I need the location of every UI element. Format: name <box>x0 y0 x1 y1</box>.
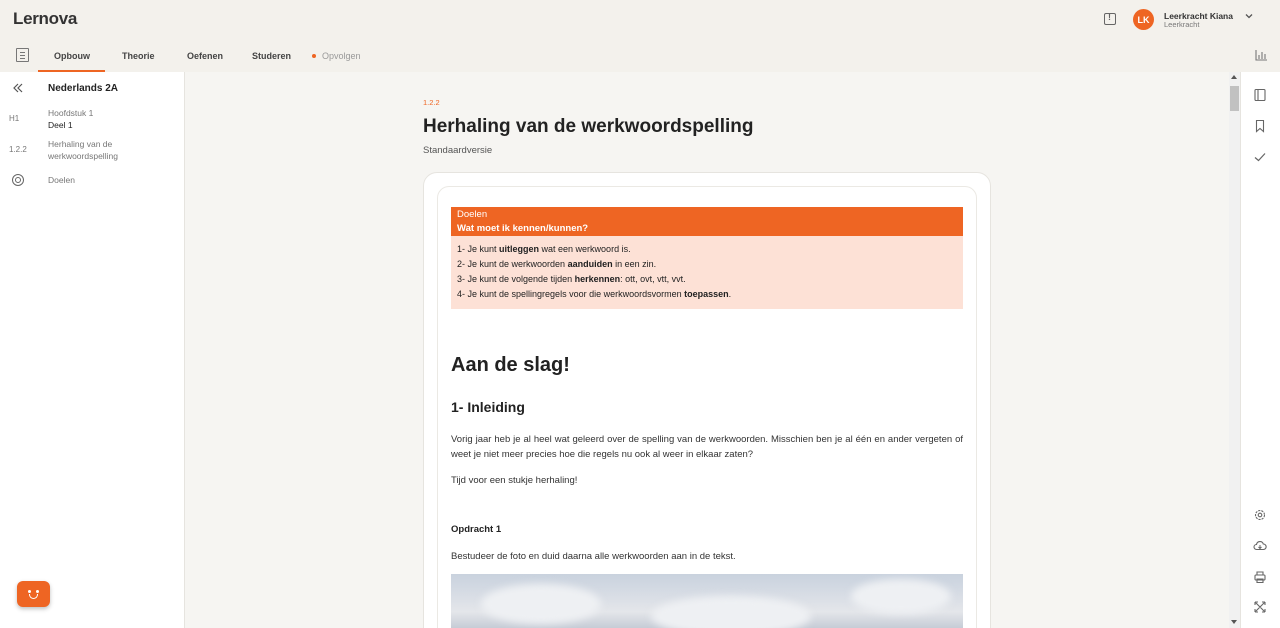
book-icon[interactable] <box>16 48 29 62</box>
version-label: Standaardversie <box>423 145 493 156</box>
eye-icon <box>28 590 31 593</box>
sidebar-item-sublabel: werkwoordspelling <box>48 150 118 161</box>
top-header <box>0 0 1280 40</box>
status-dot <box>312 54 316 58</box>
goals-question: Wat moet ik kennen/kunnen? <box>457 223 589 234</box>
eye-icon <box>36 590 39 593</box>
assignment-photo <box>451 574 963 628</box>
sidebar-item-number: H1 <box>9 114 20 123</box>
intro-paragraph-2: Tijd voor een stukje herhaling! <box>451 475 578 486</box>
assignment-text: Bestudeer de foto en duid daarna alle werkwoorden aan in de tekst. <box>451 551 736 562</box>
smile-icon <box>29 594 38 599</box>
sidebar-item-number: 1.2.2 <box>9 145 27 154</box>
feedback-icon[interactable] <box>1104 13 1116 25</box>
chat-assistant-button[interactable] <box>17 581 50 607</box>
user-avatar[interactable]: LK <box>1133 9 1154 30</box>
print-icon[interactable] <box>1253 570 1267 584</box>
user-role: Leerkracht <box>1164 20 1200 29</box>
tab-studeren[interactable]: Studeren <box>252 51 292 61</box>
tab-opvolgen[interactable]: Opvolgen <box>322 51 361 61</box>
tab-oefenen[interactable]: Oefenen <box>187 51 224 61</box>
goals-header <box>451 207 963 236</box>
logo-text: Lernova <box>13 9 78 28</box>
section-heading-main: Aan de slag! <box>451 354 570 376</box>
chevron-down-icon[interactable] <box>1244 11 1254 21</box>
sidebar-item-sublabel: Deel 1 <box>48 119 73 130</box>
lesson-number: 1.2.2 <box>423 98 440 107</box>
assignment-title: Opdracht 1 <box>451 524 502 535</box>
scrollbar-thumb[interactable] <box>1230 86 1239 111</box>
fullscreen-icon[interactable] <box>1253 600 1267 614</box>
sidebar-item-label: Hoofdstuk 1 <box>48 108 94 118</box>
collapse-sidebar-icon[interactable] <box>12 82 24 94</box>
goal-item: 4- Je kunt de spellingregels voor die werkwoordsvormen toepassen. <box>457 289 732 299</box>
bookmark-icon[interactable] <box>1253 119 1267 133</box>
user-name[interactable]: Leerkracht Kiana <box>1164 11 1233 21</box>
goals-list <box>451 236 963 309</box>
stats-icon[interactable] <box>1255 49 1268 61</box>
section-heading: 1- Inleiding <box>451 399 525 415</box>
scrollbar-track[interactable] <box>1229 72 1240 628</box>
tab-theorie[interactable]: Theorie <box>122 51 155 61</box>
scroll-up-arrow[interactable] <box>1231 75 1237 79</box>
goal-item: 1- Je kunt uitleggen wat een werkwoord is. <box>457 244 631 254</box>
target-icon <box>12 174 24 186</box>
intro-paragraph: Vorig jaar heb je al heel wat geleerd over de spelling van de werkwoorden. Misschien ben je al één en ander vergeten of weet je niet meer precies hoe die regels nu ook al weer in elkaar zaten? <box>451 434 963 460</box>
course-title: Nederlands 2A <box>48 83 119 94</box>
check-icon[interactable] <box>1253 150 1267 164</box>
cloud-download-icon[interactable] <box>1253 539 1267 553</box>
goal-item: 2- Je kunt de werkwoorden aanduiden in een zin. <box>457 259 657 269</box>
page-title: Herhaling van de werkwoordspelling <box>423 116 754 137</box>
scroll-down-arrow[interactable] <box>1231 620 1237 624</box>
goals-label: Doelen <box>457 209 488 220</box>
sidebar-item-label: Herhaling van de <box>48 139 113 149</box>
goal-item: 3- Je kunt de volgende tijden herkennen: ott, ovt, vtt, vvt. <box>457 274 686 284</box>
app-logo[interactable] <box>13 9 77 29</box>
sidebar-item-lesson[interactable] <box>48 139 118 162</box>
tab-opbouw[interactable]: Opbouw <box>54 51 90 61</box>
panel-toggle-icon[interactable] <box>1253 88 1267 102</box>
sidebar-item-goals[interactable]: Doelen <box>48 175 75 185</box>
sidebar-item-chapter[interactable] <box>48 108 93 131</box>
gear-icon[interactable] <box>1253 508 1267 522</box>
